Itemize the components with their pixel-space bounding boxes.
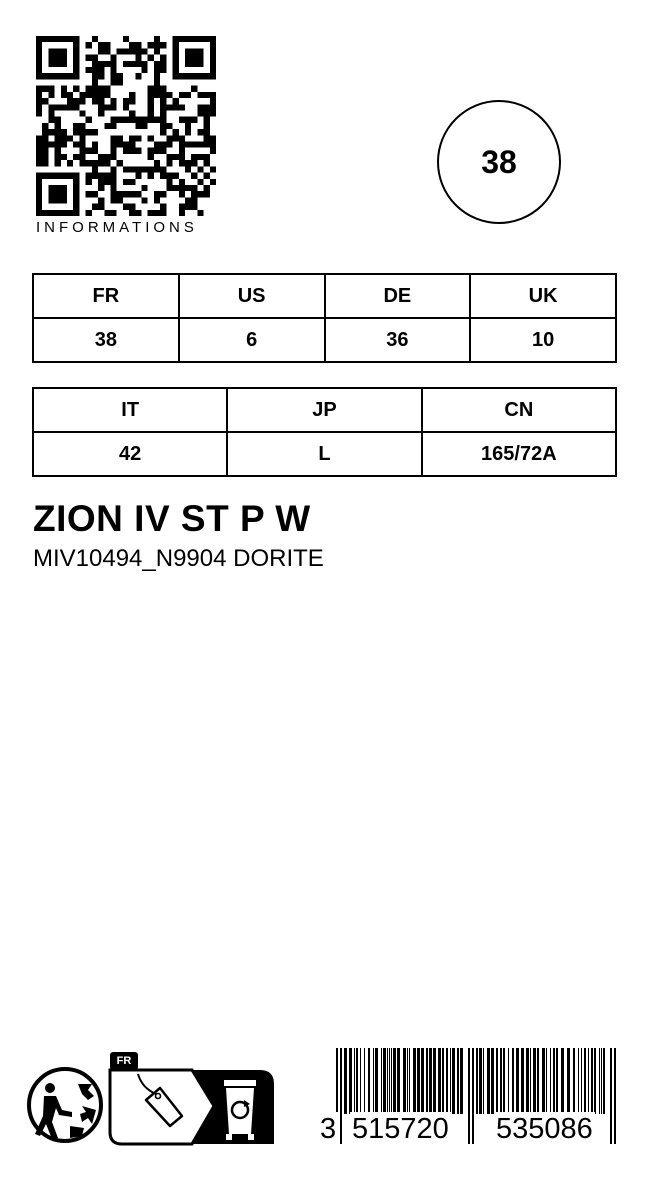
size-header-cn: CN — [422, 388, 616, 432]
size-table-eu-us — [32, 273, 617, 363]
size-value-it: 42 — [33, 432, 227, 476]
size-value-de: 36 — [325, 318, 471, 362]
barcode-group-2: 535086 — [496, 1113, 593, 1145]
qr-caption: INFORMATIONS — [36, 219, 198, 236]
barcode-group-1: 515720 — [352, 1113, 449, 1145]
size-header-jp: JP — [227, 388, 421, 432]
size-table-header-row — [33, 388, 616, 432]
size-header-us: US — [179, 274, 325, 318]
triman-country-label: FR — [116, 1055, 132, 1067]
size-header-it: IT — [33, 388, 227, 432]
product-code: MIV10494_N9904 DORITE — [33, 545, 324, 572]
size-badge: 38 — [437, 100, 561, 224]
product-name: ZION IV ST P W — [33, 498, 311, 539]
size-table-value-row — [33, 318, 616, 362]
triman-person-arrows-icon — [26, 1066, 104, 1144]
size-header-fr: FR — [33, 274, 179, 318]
size-header-uk: UK — [470, 274, 616, 318]
barcode-first-digit: 3 — [320, 1113, 337, 1145]
size-table-it-jp-cn — [32, 387, 617, 477]
qr-code-icon — [36, 36, 216, 216]
size-value-fr: 38 — [33, 318, 179, 362]
size-value-uk: 10 — [470, 318, 616, 362]
size-header-de: DE — [325, 274, 471, 318]
size-value-cn: 165/72A — [422, 432, 616, 476]
size-value-us: 6 — [179, 318, 325, 362]
size-table-header-row — [33, 274, 616, 318]
size-value-jp: L — [227, 432, 421, 476]
size-table-value-row — [33, 432, 616, 476]
